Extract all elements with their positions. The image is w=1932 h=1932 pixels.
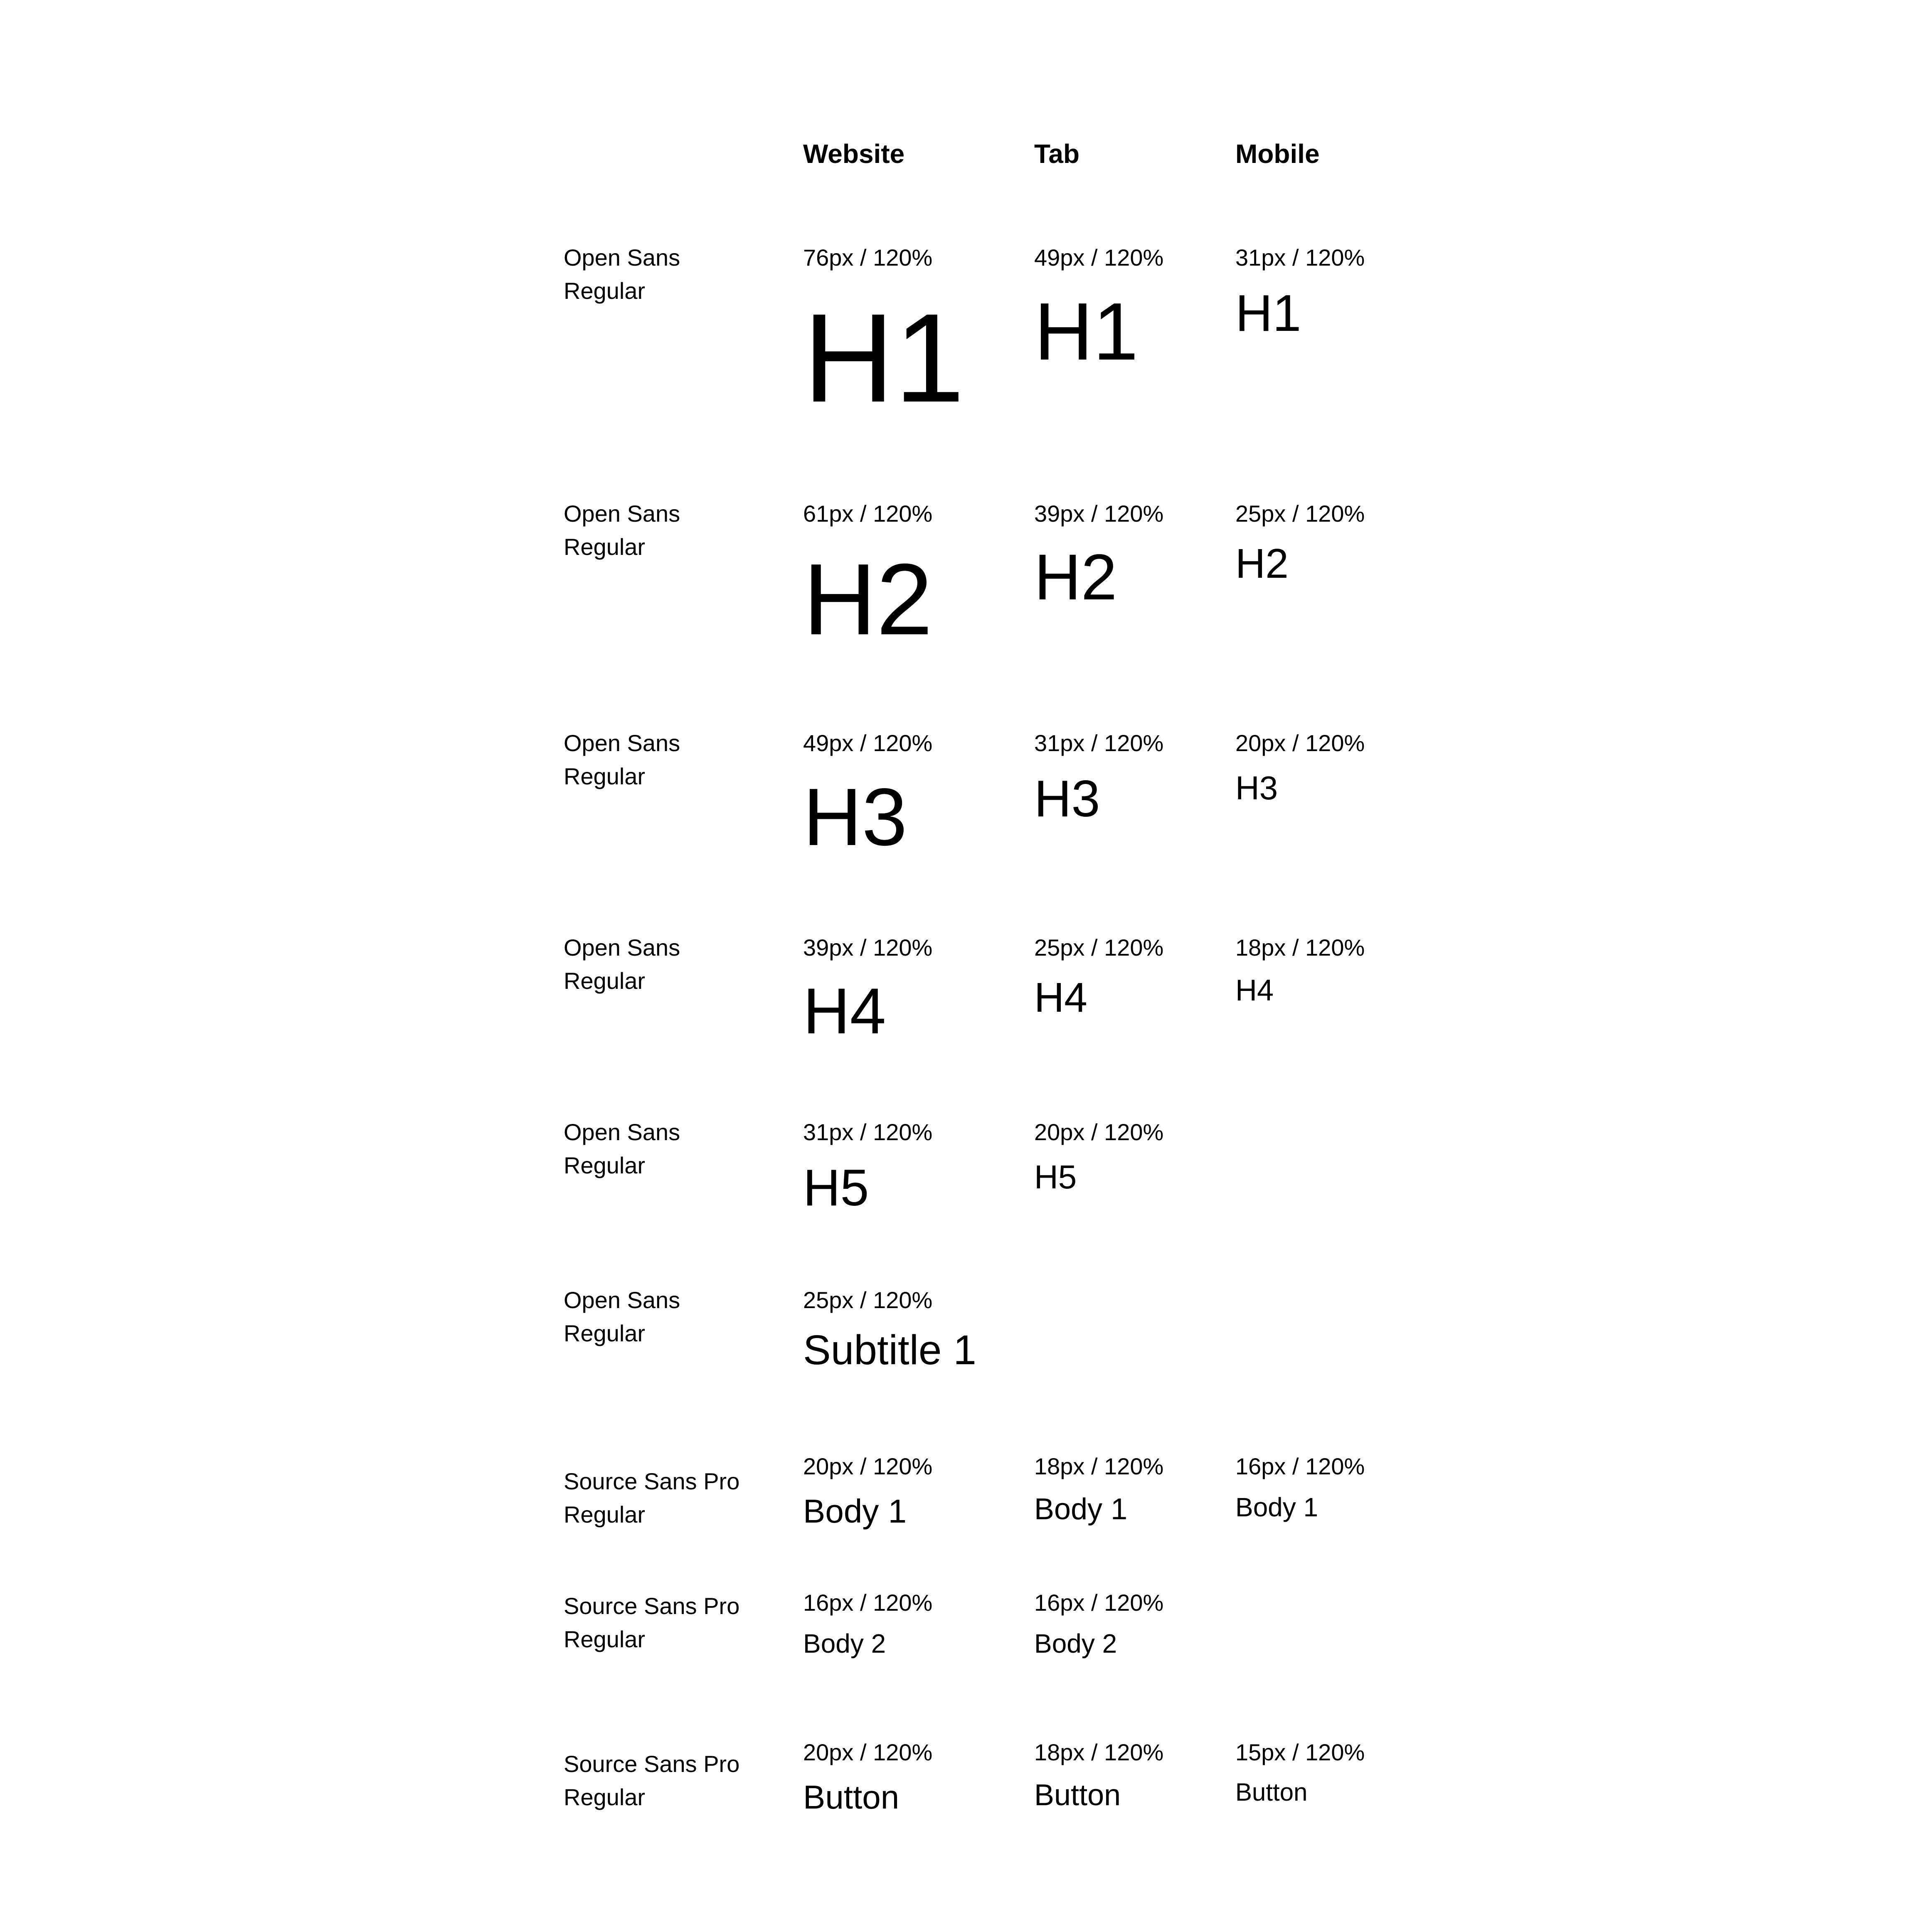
- font-name-label: [564, 1284, 796, 1350]
- sample-cell-website: [803, 1284, 1028, 1375]
- type-sample-text: Body 1: [1034, 1493, 1128, 1526]
- sample-cell-tab: [1034, 1116, 1259, 1197]
- size-spec-label: 20px / 120%: [1235, 730, 1365, 756]
- sample-cell-website: [803, 1736, 1028, 1817]
- sample-cell-tab: [1034, 727, 1259, 830]
- type-sample-text: H3: [1235, 769, 1278, 806]
- type-sample-text: Button: [1235, 1778, 1308, 1806]
- column-header-website: Website: [803, 139, 905, 169]
- font-family-name: Source Sans Pro: [564, 1593, 740, 1619]
- size-spec-label: 76px / 120%: [803, 244, 933, 271]
- type-sample-text: H2: [803, 542, 933, 656]
- font-family-name: Source Sans Pro: [564, 1468, 740, 1494]
- font-family-name: Open Sans: [564, 500, 680, 527]
- type-sample-text: H4: [1034, 974, 1087, 1021]
- type-sample-text: Body 1: [803, 1493, 907, 1530]
- font-family-name: Open Sans: [564, 1119, 680, 1145]
- sample-cell-tab: [1034, 931, 1259, 1023]
- font-weight-name: Regular: [564, 534, 646, 560]
- font-name-label: [564, 727, 796, 793]
- size-spec-label: 31px / 120%: [1235, 244, 1365, 271]
- sample-cell-mobile: [1235, 497, 1460, 589]
- type-sample-text: Button: [1034, 1779, 1121, 1812]
- sample-cell-tab: [1034, 1586, 1259, 1660]
- type-sample-text: H3: [803, 771, 907, 862]
- size-spec-label: 20px / 120%: [803, 1739, 933, 1765]
- size-spec-label: 25px / 120%: [1034, 934, 1164, 961]
- sample-cell-tab: [1034, 1450, 1259, 1527]
- size-spec-label: 31px / 120%: [1034, 730, 1164, 756]
- sample-cell-website: [803, 1450, 1028, 1531]
- size-spec-label: 39px / 120%: [803, 934, 933, 961]
- font-weight-name: Regular: [564, 968, 646, 994]
- size-spec-label: 18px / 120%: [1034, 1453, 1164, 1479]
- column-header-tab: Tab: [1034, 139, 1080, 169]
- sample-cell-website: [803, 1586, 1028, 1660]
- size-spec-label: 18px / 120%: [1034, 1739, 1164, 1765]
- font-name-label: [564, 1116, 796, 1182]
- font-family-name: Open Sans: [564, 244, 680, 271]
- sample-cell-website: [803, 241, 1028, 434]
- type-sample-text: H1: [803, 288, 965, 429]
- sample-cell-mobile: [1235, 727, 1460, 808]
- sample-cell-website: [803, 1116, 1028, 1219]
- font-name-label: [564, 1465, 796, 1531]
- sample-cell-mobile: [1235, 1450, 1460, 1523]
- size-spec-label: 20px / 120%: [803, 1453, 933, 1479]
- type-sample-text: H1: [1235, 285, 1301, 342]
- font-weight-name: Regular: [564, 1626, 646, 1652]
- sample-cell-mobile: [1235, 931, 1460, 1008]
- type-sample-text: Body 2: [1034, 1629, 1117, 1658]
- type-sample-text: H2: [1235, 540, 1289, 587]
- font-weight-name: Regular: [564, 278, 646, 304]
- size-spec-label: 39px / 120%: [1034, 500, 1164, 527]
- font-weight-name: Regular: [564, 1320, 646, 1346]
- size-spec-label: 15px / 120%: [1235, 1739, 1365, 1765]
- type-sample-text: H2: [1034, 541, 1117, 614]
- type-sample-text: H4: [1235, 974, 1274, 1007]
- sample-cell-website: [803, 931, 1028, 1050]
- column-header-mobile: Mobile: [1235, 139, 1320, 169]
- font-weight-name: Regular: [564, 1152, 646, 1178]
- size-spec-label: 16px / 120%: [803, 1589, 933, 1616]
- size-spec-label: 49px / 120%: [1034, 244, 1164, 271]
- size-spec-label: 16px / 120%: [1235, 1453, 1365, 1479]
- type-sample-text: H3: [1034, 770, 1100, 828]
- type-sample-text: H5: [803, 1159, 869, 1217]
- font-family-name: Source Sans Pro: [564, 1751, 740, 1777]
- font-weight-name: Regular: [564, 1784, 646, 1810]
- sample-cell-mobile: [1235, 241, 1460, 345]
- font-name-label: [564, 1747, 796, 1814]
- type-sample-text: H1: [1034, 286, 1138, 377]
- type-sample-text: Subtitle 1: [803, 1327, 976, 1373]
- type-sample-text: H5: [1034, 1158, 1077, 1195]
- font-weight-name: Regular: [564, 1501, 646, 1528]
- sample-cell-tab: [1034, 497, 1259, 616]
- type-sample-text: Body 2: [803, 1629, 886, 1658]
- sample-cell-tab: [1034, 1736, 1259, 1813]
- size-spec-label: 31px / 120%: [803, 1119, 933, 1145]
- size-spec-label: 20px / 120%: [1034, 1119, 1164, 1145]
- font-name-label: [564, 497, 796, 564]
- font-weight-name: Regular: [564, 763, 646, 789]
- size-spec-label: 25px / 120%: [803, 1287, 933, 1313]
- size-spec-label: 16px / 120%: [1034, 1589, 1164, 1616]
- font-family-name: Open Sans: [564, 1287, 680, 1313]
- font-name-label: [564, 241, 796, 308]
- type-sample-text: Body 1: [1235, 1492, 1318, 1522]
- size-spec-label: 25px / 120%: [1235, 500, 1365, 527]
- sample-cell-tab: [1034, 241, 1259, 380]
- sample-cell-website: [803, 497, 1028, 660]
- font-family-name: Open Sans: [564, 934, 680, 961]
- type-sample-text: H4: [803, 975, 886, 1047]
- font-name-label: [564, 931, 796, 998]
- sample-cell-mobile: [1235, 1736, 1460, 1807]
- font-name-label: [564, 1589, 796, 1656]
- font-family-name: Open Sans: [564, 730, 680, 756]
- size-spec-label: 61px / 120%: [803, 500, 933, 527]
- type-sample-text: Button: [803, 1779, 899, 1816]
- size-spec-label: 49px / 120%: [803, 730, 933, 756]
- size-spec-label: 18px / 120%: [1235, 934, 1365, 961]
- sample-cell-website: [803, 727, 1028, 866]
